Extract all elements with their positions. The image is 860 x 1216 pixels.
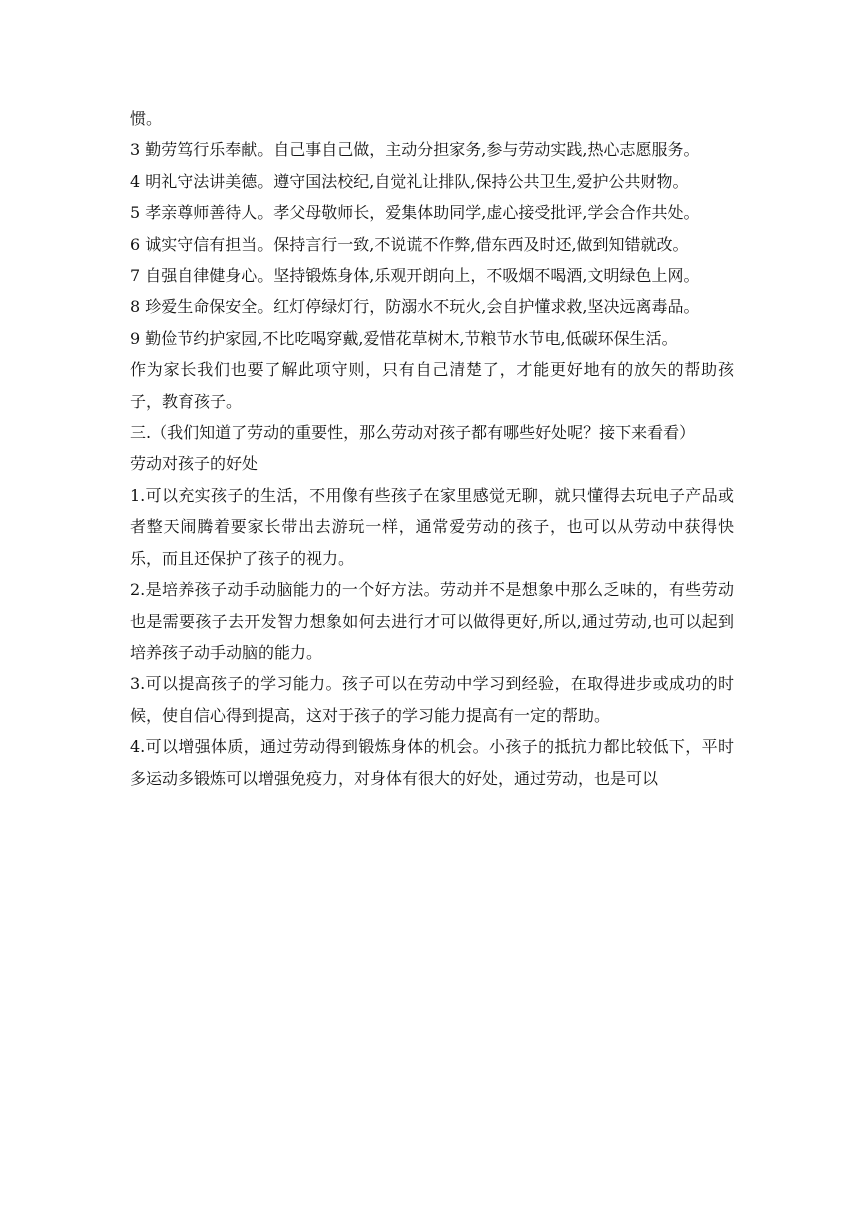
parent-note: 作为家长我们也要了解此项守则，只有自己清楚了，才能更好地有的放矢的帮助孩子，教育孩子。 [130,360,734,411]
section-three-intro: 三.（我们知道了劳动的重要性，那么劳动对孩子都有哪些好处呢？接下来看看） [130,423,696,443]
benefit-item-3: 3.可以提高孩子的学习能力。孩子可以在劳动中学习到经验，在取得进步或成功的时候，使自信心得到提高，这对于孩子的学习能力提高有一定的帮助。 [130,674,734,725]
rule-item-7: 7 自强自律健身心。坚持锻炼身体,乐观开朗向上，不吸烟不喝酒,文明绿色上网。 [130,266,700,286]
rule-item-6: 6 诚实守信有担当。保持言行一致,不说谎不作弊,借东西及时还,做到知错就改。 [130,234,689,254]
rule-item-3: 3 勤劳笃行乐奉献。自己事自己做，主动分担家务,参与劳动实践,热心志愿服务。 [130,140,700,160]
benefit-item-1: 1.可以充实孩子的生活，不用像有些孩子在家里感觉无聊，就只懂得去玩电子产品或者整天闹腾着要家长带出去游玩一样，通常爱劳动的孩子，也可以从劳动中获得快乐，而且还保护了孩子的视力。 [130,485,734,568]
rule-item-4: 4 明礼守法讲美德。遵守国法校纪,自觉礼让排队,保持公共卫生,爱护公共财物。 [130,171,689,191]
paragraph-continuation: 惯。 [130,109,163,128]
benefit-item-2: 2.是培养孩子动手动脑能力的一个好方法。劳动并不是想象中那么乏味的，有些劳动也是需要孩子去开发智力想象如何去进行才可以做得更好,所以,通过劳动,也可以起到培养孩子动手动脑的能力。 [130,580,734,662]
benefit-item-4: 4.可以增强体质，通过劳动得到锻炼身体的机会。小孩子的抵抗力都比较低下，平时多运动多锻炼可以增强免疫力，对身体有很大的好处，通过劳动，也是可以 [130,737,734,788]
section-heading: 劳动对孩子的好处 [130,454,259,474]
rule-item-9: 9 勤俭节约护家园,不比吃喝穿戴,爱惜花草树木,节粮节水节电,低碳环保生活。 [130,328,678,348]
rule-item-8: 8 珍爱生命保安全。红灯停绿灯行，防溺水不玩火,会自护懂求救,坚决远离毒品。 [130,297,700,317]
document-page [130,103,734,794]
rule-item-5: 5 孝亲尊师善待人。孝父母敬师长，爱集体助同学,虚心接受批评,学会合作共处。 [130,203,700,223]
